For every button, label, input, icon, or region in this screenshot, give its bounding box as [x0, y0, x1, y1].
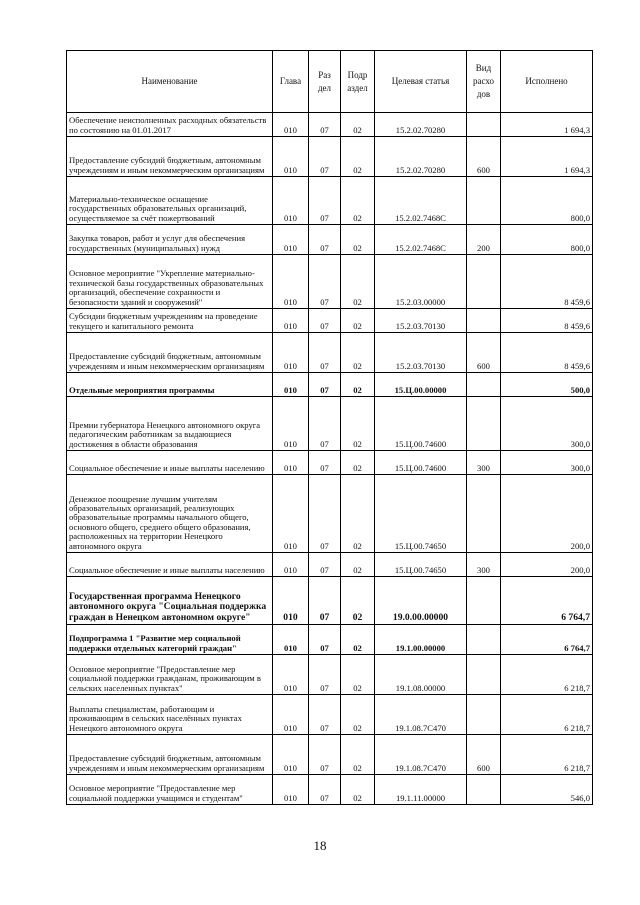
table-cell-name: Основное мероприятие "Укрепление материально-технической базы государственных образовательных организаций, обеспечение сохранности и безопасности зданий и сооружений": [67, 255, 273, 309]
table-cell-vid: [467, 397, 501, 451]
table-cell-amount: 6 764,7: [501, 625, 593, 655]
table-cell-name: Предоставление субсидий бюджетным, автономным учреждениям и иным некоммерческим организациям: [67, 735, 273, 775]
table-cell-vid: [467, 625, 501, 655]
table-cell-vid: 600: [467, 333, 501, 373]
table-cell-amount: 6 218,7: [501, 695, 593, 735]
table-cell-podrazdel: 02: [341, 655, 375, 695]
table-cell-razdel: 07: [309, 625, 341, 655]
table-cell-razdel: 07: [309, 333, 341, 373]
table-cell-amount: 200,0: [501, 475, 593, 553]
header-name: Наименование: [67, 51, 273, 113]
table-cell-podrazdel: 02: [341, 255, 375, 309]
table-cell-statya: 15.2.02.7468С: [375, 225, 467, 255]
table-cell-glava: 010: [273, 451, 309, 475]
table-cell-name: Государственная программа Ненецкого автономного округа "Социальная поддержка граждан в Ненецком автономном округе": [67, 577, 273, 625]
table-cell-amount: 546,0: [501, 775, 593, 805]
table-cell-name: Предоставление субсидий бюджетным, автономным учреждениям и иным некоммерческим организациям: [67, 333, 273, 373]
table-cell-statya: 15.Ц.00.74600: [375, 451, 467, 475]
table-cell-glava: 010: [273, 695, 309, 735]
table-cell-statya: 19.1.00.00000: [375, 625, 467, 655]
table-cell-razdel: 07: [309, 655, 341, 695]
table-cell-statya: 15.2.02.70280: [375, 113, 467, 137]
table-cell-name: Предоставление субсидий бюджетным, автономным учреждениям и иным некоммерческим организациям: [67, 137, 273, 177]
table-cell-vid: [467, 309, 501, 333]
table-cell-podrazdel: 02: [341, 177, 375, 225]
table-cell-glava: 010: [273, 655, 309, 695]
table-cell-amount: 6 218,7: [501, 655, 593, 695]
table-row: [67, 373, 593, 397]
table-cell-glava: 010: [273, 775, 309, 805]
table-cell-vid: [467, 695, 501, 735]
table-row: [67, 553, 593, 577]
table-cell-vid: [467, 373, 501, 397]
table-row: [67, 735, 593, 775]
table-cell-statya: 15.2.02.7468С: [375, 177, 467, 225]
table-cell-glava: 010: [273, 373, 309, 397]
table-cell-podrazdel: 02: [341, 373, 375, 397]
table-cell-vid: [467, 113, 501, 137]
table-cell-name: Основное мероприятие "Предоставление мер социальной поддержки гражданам, проживающим в сельских населенных пунктах": [67, 655, 273, 695]
table-cell-amount: 8 459,6: [501, 333, 593, 373]
table-cell-podrazdel: 02: [341, 397, 375, 451]
table-cell-amount: 500,0: [501, 373, 593, 397]
budget-table: [66, 50, 593, 805]
table-cell-glava: 010: [273, 735, 309, 775]
header-glava: Глава: [273, 51, 309, 113]
table-cell-razdel: 07: [309, 475, 341, 553]
table-cell-podrazdel: 02: [341, 775, 375, 805]
table-cell-name: Социальное обеспечение и иные выплаты населению: [67, 553, 273, 577]
table-cell-vid: [467, 475, 501, 553]
table-cell-glava: 010: [273, 625, 309, 655]
table-cell-name: Закупка товаров, работ и услуг для обеспечения государственных (муниципальных) нужд: [67, 225, 273, 255]
table-cell-razdel: 07: [309, 397, 341, 451]
table-cell-vid: [467, 255, 501, 309]
table-cell-vid: 600: [467, 735, 501, 775]
table-row: [67, 655, 593, 695]
table-cell-podrazdel: 02: [341, 137, 375, 177]
table-cell-amount: 8 459,6: [501, 309, 593, 333]
table-cell-statya: 15.2.02.70280: [375, 137, 467, 177]
table-cell-razdel: 07: [309, 373, 341, 397]
table-cell-glava: 010: [273, 577, 309, 625]
table-cell-podrazdel: 02: [341, 475, 375, 553]
page-number: 18: [313, 838, 327, 853]
table-cell-name: Основное мероприятие "Предоставление мер социальной поддержки учащимся и студентам": [67, 775, 273, 805]
table-cell-statya: 19.1.08.00000: [375, 655, 467, 695]
table-cell-razdel: 07: [309, 113, 341, 137]
table-body: [67, 113, 593, 805]
header-ispolneno: Исполнено: [501, 51, 593, 113]
table-row: [67, 451, 593, 475]
table-cell-vid: 600: [467, 137, 501, 177]
table-cell-podrazdel: 02: [341, 735, 375, 775]
table-cell-podrazdel: 02: [341, 451, 375, 475]
table-cell-glava: 010: [273, 309, 309, 333]
table-cell-amount: 300,0: [501, 451, 593, 475]
table-cell-podrazdel: 02: [341, 577, 375, 625]
table-row: [67, 695, 593, 735]
table-cell-amount: 800,0: [501, 177, 593, 225]
table-cell-statya: 19.1.11.00000: [375, 775, 467, 805]
table-cell-vid: 300: [467, 553, 501, 577]
table-cell-vid: [467, 577, 501, 625]
table-row: [67, 397, 593, 451]
table-cell-razdel: 07: [309, 255, 341, 309]
table-row: [67, 255, 593, 309]
table-cell-vid: 200: [467, 225, 501, 255]
table-header-row: [67, 51, 593, 113]
table-cell-razdel: 07: [309, 451, 341, 475]
table-cell-glava: 010: [273, 553, 309, 577]
table-cell-name: Социальное обеспечение и иные выплаты населению: [67, 451, 273, 475]
table-cell-glava: 010: [273, 177, 309, 225]
table-cell-podrazdel: 02: [341, 625, 375, 655]
table-cell-amount: 800,0: [501, 225, 593, 255]
table-cell-podrazdel: 02: [341, 333, 375, 373]
table-cell-name: Премии губернатора Ненецкого автономного округа педагогическим работникам за выдающиеся достижения в области образования: [67, 397, 273, 451]
table-cell-podrazdel: 02: [341, 553, 375, 577]
table-cell-glava: 010: [273, 225, 309, 255]
table-cell-glava: 010: [273, 255, 309, 309]
table-row: [67, 137, 593, 177]
table-cell-razdel: 07: [309, 775, 341, 805]
table-cell-amount: 1 694,3: [501, 113, 593, 137]
table-cell-razdel: 07: [309, 735, 341, 775]
table-cell-amount: 300,0: [501, 397, 593, 451]
table-cell-vid: [467, 655, 501, 695]
header-razdel: Раз дел: [309, 51, 341, 113]
table-cell-amount: 6 218,7: [501, 735, 593, 775]
table-cell-glava: 010: [273, 333, 309, 373]
table-row: [67, 309, 593, 333]
table-cell-amount: 200,0: [501, 553, 593, 577]
table-cell-amount: 1 694,3: [501, 137, 593, 177]
table-cell-name: Отдельные мероприятия программы: [67, 373, 273, 397]
table-cell-glava: 010: [273, 137, 309, 177]
table-cell-statya: 19.1.08.7С470: [375, 735, 467, 775]
table-row: [67, 225, 593, 255]
table-cell-razdel: 07: [309, 577, 341, 625]
table-cell-razdel: 07: [309, 177, 341, 225]
table-cell-vid: [467, 775, 501, 805]
table-cell-podrazdel: 02: [341, 113, 375, 137]
table-row: [67, 333, 593, 373]
table-cell-glava: 010: [273, 475, 309, 553]
table-cell-razdel: 07: [309, 225, 341, 255]
table-row: [67, 775, 593, 805]
table-cell-amount: 6 764,7: [501, 577, 593, 625]
table-cell-razdel: 07: [309, 309, 341, 333]
table-cell-statya: 15.Ц.00.74650: [375, 475, 467, 553]
table-cell-name: Обеспечение неисполненных расходных обязательств по состоянию на 01.01.2017: [67, 113, 273, 137]
table-cell-podrazdel: 02: [341, 309, 375, 333]
table-row: [67, 577, 593, 625]
table-row: [67, 625, 593, 655]
table-cell-razdel: 07: [309, 137, 341, 177]
table-cell-name: Материально-техническое оснащение государственных образовательных организаций, осуществляемое за счёт пожертвований: [67, 177, 273, 225]
table-row: [67, 177, 593, 225]
table-cell-statya: 15.2.03.00000: [375, 255, 467, 309]
table-cell-statya: 15.2.03.70130: [375, 333, 467, 373]
table-cell-name: Субсидии бюджетным учреждениям на проведение текущего и капитального ремонта: [67, 309, 273, 333]
table-cell-statya: 15.2.03.70130: [375, 309, 467, 333]
table-cell-statya: 15.Ц.00.74600: [375, 397, 467, 451]
table-cell-podrazdel: 02: [341, 695, 375, 735]
table-cell-podrazdel: 02: [341, 225, 375, 255]
table-cell-statya: 15.Ц.00.74650: [375, 553, 467, 577]
table-cell-razdel: 07: [309, 553, 341, 577]
table-cell-name: Выплаты специалистам, работающим и проживающим в сельских населённых пунктах Ненецкого автономного округа: [67, 695, 273, 735]
table-cell-name: Подпрограмма 1 "Развитие мер социальной поддержки отдельных категорий граждан": [67, 625, 273, 655]
table-cell-amount: 8 459,6: [501, 255, 593, 309]
table-cell-statya: 19.0.00.00000: [375, 577, 467, 625]
table-cell-statya: 19.1.08.7С470: [375, 695, 467, 735]
header-statya: Целевая статья: [375, 51, 467, 113]
table-cell-glava: 010: [273, 397, 309, 451]
table-row: [67, 475, 593, 553]
table-cell-statya: 15.Ц.00.00000: [375, 373, 467, 397]
table-cell-glava: 010: [273, 113, 309, 137]
table-row: [67, 113, 593, 137]
header-podrazdel: Подр аздел: [341, 51, 375, 113]
table-cell-name: Денежное поощрение лучшим учителям образовательных организаций, реализующих образовательные программы начального общего, основного общего, среднего общего образования, расположенных на территории Ненецкого автономного округа: [67, 475, 273, 553]
table-cell-razdel: 07: [309, 695, 341, 735]
table-cell-vid: [467, 177, 501, 225]
table-cell-vid: 300: [467, 451, 501, 475]
header-vid: Вид расхо дов: [467, 51, 501, 113]
